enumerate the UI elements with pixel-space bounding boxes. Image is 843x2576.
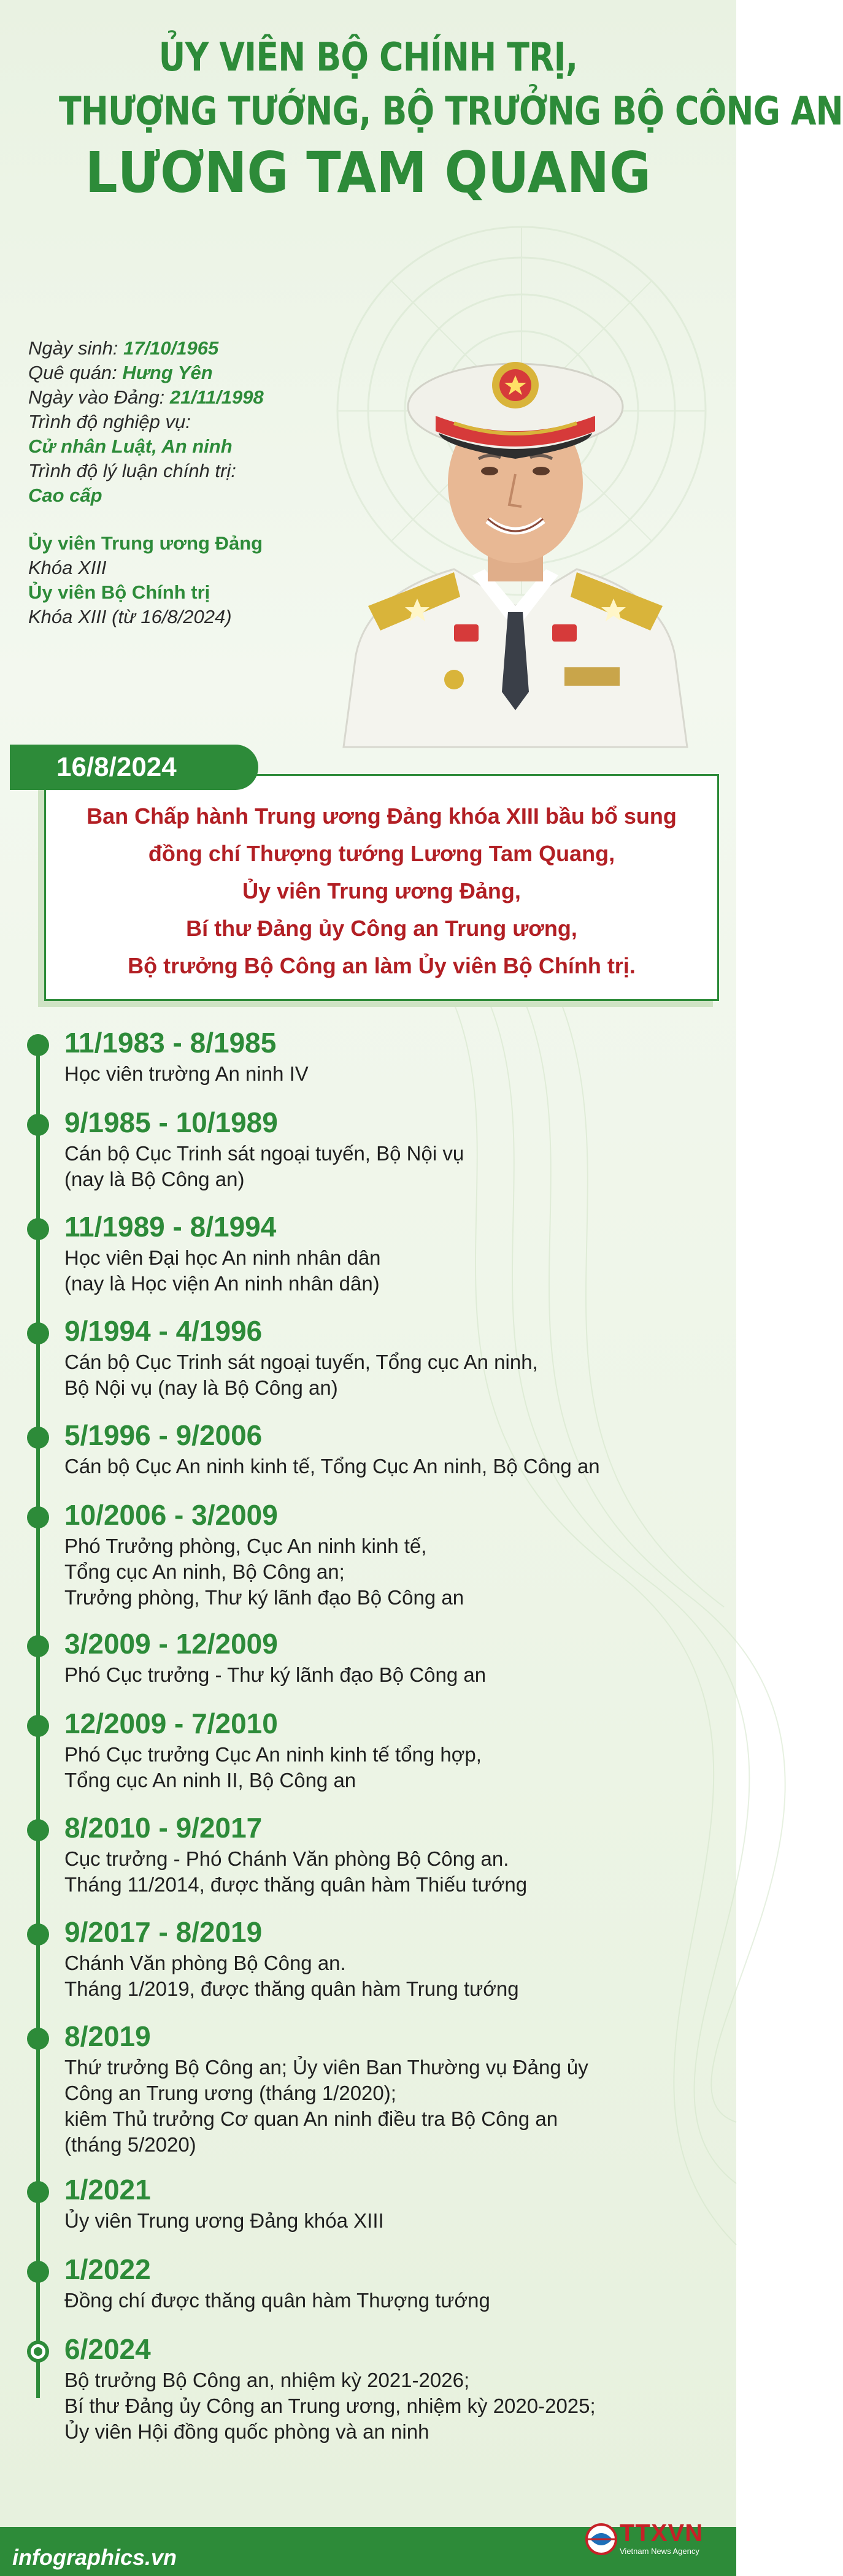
- timeline-dot: [27, 2181, 49, 2203]
- timeline-desc-line: Cán bộ Cục Trinh sát ngoại tuyến, Bộ Nội vụ: [64, 1142, 464, 1165]
- timeline-desc-line: Tổng cục An ninh II, Bộ Công an: [64, 1769, 356, 1792]
- hometown-label: Quê quán:: [28, 362, 123, 383]
- timeline-dot: [27, 1715, 49, 1737]
- timeline-desc: [64, 1245, 727, 1297]
- timeline-dot: [27, 1034, 49, 1056]
- timeline-desc-line: (nay là Học viện An ninh nhân dân): [64, 1272, 380, 1295]
- timeline-desc-line: Phó Cục trưởng Cục An ninh kinh tế tổng hợp,: [64, 1743, 482, 1766]
- timeline-desc-line: Thứ trưởng Bộ Công an; Ủy viên Ban Thường vụ Đảng ủy: [64, 2056, 588, 2079]
- timeline-desc-line: (tháng 5/2020): [64, 2133, 196, 2156]
- timeline-date: 1/2022: [64, 2253, 151, 2285]
- timeline-dot: [27, 1322, 49, 1344]
- timeline-desc-line: Bí thư Đảng ủy Công an Trung ương, nhiệm kỳ 2020-2025;: [64, 2394, 596, 2417]
- timeline-dot: [27, 2028, 49, 2050]
- timeline-desc-line: kiêm Thủ trưởng Cơ quan An ninh điều tra Bộ Công an: [64, 2107, 558, 2130]
- highlight-text: [44, 797, 719, 984]
- party-value: 21/11/1998: [169, 386, 264, 408]
- timeline-date: 8/2019: [64, 2020, 151, 2052]
- timeline-desc-line: Tổng cục An ninh, Bộ Công an;: [64, 1560, 345, 1583]
- timeline-desc: [64, 2055, 727, 2158]
- highlight-line: đồng chí Thượng tướng Lương Tam Quang,: [148, 841, 615, 866]
- timeline-desc-line: Công an Trung ương (tháng 1/2020);: [64, 2082, 396, 2104]
- title-line-2: THƯỢNG TƯỚNG, BỘ TRƯỞNG BỘ CÔNG AN: [59, 89, 843, 134]
- timeline-desc-line: Phó Cục trưởng - Thư ký lãnh đạo Bộ Công an: [64, 1663, 487, 1686]
- timeline-dot: [27, 1819, 49, 1841]
- timeline-desc: [64, 1061, 727, 1087]
- timeline-desc-line: Cán bộ Cục Trinh sát ngoại tuyến, Tổng cục An ninh,: [64, 1351, 538, 1373]
- cc-title: Ủy viên Trung ương Đảng: [28, 532, 263, 554]
- cc-term: Khóa XIII: [28, 557, 107, 578]
- timeline-desc: [64, 2208, 727, 2234]
- prof-label: Trình độ nghiệp vụ:: [28, 411, 191, 432]
- timeline-desc-line: Học viên trường An ninh IV: [64, 1062, 309, 1085]
- timeline-date: 11/1989 - 8/1994: [64, 1211, 277, 1243]
- profile-info: [28, 336, 372, 629]
- timeline-date: 10/2006 - 3/2009: [64, 1499, 278, 1531]
- timeline-dot: [27, 1114, 49, 1136]
- prof-value: Cử nhân Luật, An ninh: [28, 435, 233, 457]
- timeline-desc: [64, 1141, 727, 1192]
- portrait-photo: [331, 263, 699, 747]
- timeline-date: 9/1994 - 4/1996: [64, 1315, 263, 1347]
- footer-site: infographics.vn: [12, 2545, 177, 2570]
- timeline-desc: [64, 1349, 727, 1401]
- timeline-date: 9/2017 - 8/2019: [64, 1916, 263, 1948]
- title-line-1: ỦY VIÊN BỘ CHÍNH TRỊ,: [158, 35, 578, 80]
- ttxvn-logo-subtitle: Vietnam News Agency: [620, 2547, 699, 2556]
- timeline-desc-line: Tháng 11/2014, được thăng quân hàm Thiếu tướng: [64, 1873, 528, 1896]
- timeline-desc-line: Trưởng phòng, Thư ký lãnh đạo Bộ Công an: [64, 1586, 464, 1609]
- timeline-desc: [64, 2288, 727, 2313]
- pb-term: Khóa XIII (từ 16/8/2024): [28, 606, 232, 627]
- timeline-desc: [64, 1662, 727, 1688]
- highlight-date: 16/8/2024: [10, 745, 258, 790]
- hometown-value: Hưng Yên: [122, 362, 213, 383]
- timeline-dot: [27, 1427, 49, 1449]
- ttxvn-logo-text: TTXVN: [620, 2520, 704, 2547]
- birth-label: Ngày sinh:: [28, 337, 124, 359]
- timeline-desc: [64, 1742, 727, 1793]
- timeline-desc-line: Bộ trưởng Bộ Công an, nhiệm kỳ 2021-2026;: [64, 2369, 470, 2391]
- timeline-desc-line: Đồng chí được thăng quân hàm Thượng tướng: [64, 2289, 490, 2312]
- timeline-date: 12/2009 - 7/2010: [64, 1708, 278, 1739]
- hometown-row: [28, 361, 372, 385]
- timeline-dot: [27, 2261, 49, 2283]
- timeline-date: 6/2024: [64, 2333, 151, 2365]
- timeline-desc-line: Cục trưởng - Phó Chánh Văn phòng Bộ Công an.: [64, 1847, 509, 1870]
- highlight-line: Bộ trưởng Bộ Công an làm Ủy viên Bộ Chính trị.: [128, 953, 636, 978]
- timeline-date: 1/2021: [64, 2174, 151, 2206]
- timeline-desc-line: Ủy viên Hội đồng quốc phòng và an ninh: [64, 2420, 429, 2443]
- timeline-dot: [27, 1923, 49, 1945]
- timeline-dot: [27, 1635, 49, 1657]
- timeline-date: 3/2009 - 12/2009: [64, 1628, 278, 1660]
- birth-value: 17/10/1965: [123, 337, 219, 359]
- highlight-line: Bí thư Đảng ủy Công an Trung ương,: [186, 916, 577, 941]
- timeline-dot: [27, 1506, 49, 1528]
- birth-row: [28, 336, 372, 361]
- timeline-desc: [64, 1950, 727, 2002]
- timeline-desc-line: Phó Trưởng phòng, Cục An ninh kinh tế,: [64, 1535, 427, 1557]
- timeline-desc-line: Chánh Văn phòng Bộ Công an.: [64, 1952, 346, 1974]
- timeline-desc: [64, 1846, 727, 1898]
- person-name: LƯƠNG TAM QUANG: [85, 140, 652, 205]
- theory-label: Trình độ lý luận chính trị:: [28, 460, 236, 481]
- timeline-date: 5/1996 - 9/2006: [64, 1419, 263, 1451]
- timeline-dot-current: [27, 2340, 49, 2363]
- timeline-desc: [64, 2367, 727, 2445]
- timeline-desc-line: Ủy viên Trung ương Đảng khóa XIII: [64, 2209, 384, 2232]
- highlight-line: Ban Chấp hành Trung ương Đảng khóa XIII bầu bổ sung: [87, 803, 677, 829]
- timeline-desc: [64, 1454, 727, 1479]
- theory-value: Cao cấp: [28, 485, 102, 506]
- timeline-desc-line: Học viên Đại học An ninh nhân dân: [64, 1246, 381, 1269]
- timeline-dot: [27, 1218, 49, 1240]
- timeline-desc-line: Tháng 1/2019, được thăng quân hàm Trung tướng: [64, 1977, 519, 2000]
- pb-title: Ủy viên Bộ Chính trị: [28, 581, 210, 603]
- timeline-desc-line: Bộ Nội vụ (nay là Bộ Công an): [64, 1376, 338, 1399]
- party-row: [28, 385, 372, 410]
- timeline-date: 8/2010 - 9/2017: [64, 1812, 263, 1844]
- timeline-desc-line: (nay là Bộ Công an): [64, 1168, 245, 1190]
- title-block: [0, 31, 843, 207]
- timeline-date: 9/1985 - 10/1989: [64, 1106, 278, 1138]
- timeline-desc: [64, 1533, 727, 1611]
- party-label: Ngày vào Đảng:: [28, 386, 170, 408]
- timeline-date: 11/1983 - 8/1985: [64, 1027, 277, 1059]
- timeline-desc-line: Cán bộ Cục An ninh kinh tế, Tổng Cục An ninh, Bộ Công an: [64, 1455, 600, 1478]
- highlight-line: Ủy viên Trung ương Đảng,: [242, 878, 521, 903]
